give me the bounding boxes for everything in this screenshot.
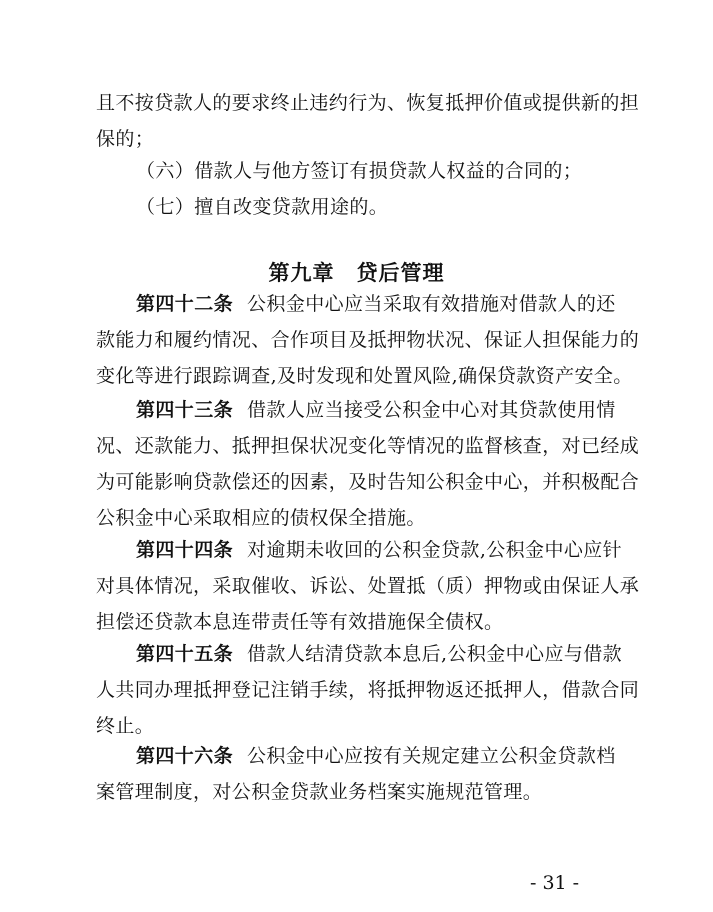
- list-item: （六）借款人与他方签订有损贷款人权益的合同的；: [136, 160, 583, 182]
- article-44: [96, 532, 640, 640]
- article-first-line: [96, 636, 626, 672]
- text-line: 况、还款能力、抵押担保状况变化等情况的监督核查，对已经成: [96, 435, 640, 457]
- article-text: 借款人结清贷款本息后,公积金中心应与借款: [247, 643, 623, 665]
- article-number: 第四十二条: [136, 293, 234, 315]
- article-text: 公积金中心应当采取有效措施对借款人的还: [247, 293, 616, 315]
- article-text: 对逾期未收回的公积金贷款,公积金中心应针: [247, 539, 623, 561]
- article-number: 第四十六条: [136, 745, 234, 767]
- article-text: 公积金中心应按有关规定建立公积金贷款档: [247, 745, 616, 767]
- article-text: 借款人应当接受公积金中心对其贷款使用情: [247, 399, 616, 421]
- article-number: 第四十三条: [136, 399, 234, 421]
- article-43: [96, 392, 640, 536]
- text-line: 对具体情况，采取催收、诉讼、处置抵（质）押物或由保证人承: [96, 575, 640, 597]
- article-46: [96, 738, 626, 810]
- article-first-line: [96, 532, 626, 568]
- article-45: [96, 636, 640, 744]
- article-first-line: [96, 738, 626, 774]
- text-line: 公积金中心采取相应的债权保全措施。: [96, 507, 426, 529]
- list-items: [96, 153, 626, 225]
- article-number: 第四十四条: [136, 539, 234, 561]
- text-line: 为可能影响贷款偿还的因素，及时告知公积金中心，并积极配合: [96, 471, 640, 493]
- article-first-line: [96, 286, 626, 322]
- chapter-title: 第九章 贷后管理: [268, 261, 445, 285]
- list-item: （七）擅自改变贷款用途的。: [136, 196, 389, 218]
- text-line: 人共同办理抵押登记注销手续，将抵押物返还抵押人，借款合同: [96, 679, 640, 701]
- intro-paragraph: [96, 85, 640, 157]
- text-line: 保的；: [96, 128, 155, 150]
- text-line: 且不按贷款人的要求终止违约行为、恢复抵押价值或提供新的担: [96, 92, 640, 114]
- article-number: 第四十五条: [136, 643, 234, 665]
- text-line: 案管理制度，对公积金贷款业务档案实施规范管理。: [96, 781, 543, 803]
- text-line: 担偿还贷款本息连带责任等有效措施保全债权。: [96, 611, 504, 633]
- article-42: [96, 286, 640, 394]
- text-line: 终止。: [96, 715, 155, 737]
- text-line: 变化等进行跟踪调查,及时发现和处置风险,确保贷款资产安全。: [96, 365, 633, 387]
- text-line: 款能力和履约情况、合作项目及抵押物状况、保证人担保能力的: [96, 329, 640, 351]
- page-number: - 31 -: [530, 872, 580, 894]
- article-first-line: [96, 392, 626, 428]
